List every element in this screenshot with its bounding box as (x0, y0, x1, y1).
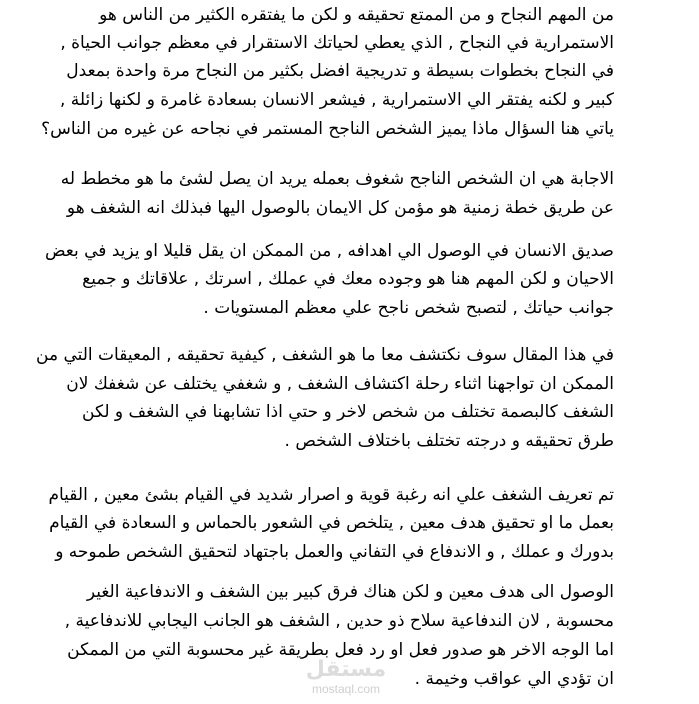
text-line: الاحيان و لكن المهم هنا هو وجوده معك في عملك , اسرتك , علاقاتك و جميع (82, 269, 614, 289)
text-line: بدورك و عملك , و الاندفاع في التفاني والعمل باجتهاد لتحقيق الشخص طموحه و (55, 542, 614, 562)
text-line: بعمل ما او تحقيق هدف معين , يتلخص في الشعور بالحماس و السعادة في القيام (49, 513, 614, 533)
text-line: الاجابة هي ان الشخص الناجح شغوف بعمله يريد ان يصل لشئ ما هو مخطط له (60, 169, 614, 189)
text-line: في النجاح بخطوات بسيطة و تدريجية افضل بكثير من النجاح مرة واحدة بمعدل (66, 61, 614, 81)
text-line: جوانب حياتك , لتصبح شخص ناجح علي معظم المستويات . (203, 298, 614, 318)
text-line: الممكن ان تواجهنا اثناء رحلة اكتشاف الشغف , و شغفي يختلف عن شغفك لان (66, 374, 614, 394)
text-line: ياتي هنا السؤال ماذا يميز الشخص الناجح المستمر في نجاحه عن غيره من الناس؟ (41, 119, 614, 139)
text-line: ان تؤدي الي عواقب وخيمة . (414, 669, 614, 689)
text-line: الوصول الى هدف معين و لكن هناك فرق كبير بين الشغف و الاندفاعية الغير (86, 582, 614, 602)
text-line: في هذا المقال سوف نكتشف معا ما هو الشغف , كيفية تحقيقه , المعيقات التي من (36, 345, 614, 365)
text-line: كبير و لكنه يفتقر الي الاستمرارية , فيشعر الانسان بسعادة غامرة و لكنها زائلة , (59, 90, 614, 110)
text-line: تم تعريف الشغف علي انه رغبة قوية و اصرار شديد في القيام بشئ معين , القيام (48, 485, 614, 505)
text-line: طرق تحقيقه و درجته تختلف باختلاف الشخص . (284, 431, 614, 451)
mostaql-watermark (300, 658, 392, 696)
text-line: الشغف كالبصمة تختلف من شخص لاخر و حتي اذا تشابهنا في الشغف و لكن (82, 402, 614, 422)
text-line: من المهم النجاح و من الممتع تحقيقه و لكن ما يفتقره الكثير من الناس هو (99, 5, 614, 25)
text-line: عن طريق خطة زمنية هو مؤمن كل الايمان بالوصول اليها فبذلك انه الشغف هو (66, 198, 614, 218)
watermark-domain: mostaql.com (311, 682, 381, 696)
text-line: الاستمرارية في النجاح , الذي يعطي لحياتك الاستقرار في معظم جوانب الحياة , (60, 33, 614, 53)
text-line: محسوبة , لان الندفاعية سلاح ذو حدين , الشغف هو الجانب اليجابي للاندفاعية , (64, 611, 614, 631)
text-line: صديق الانسان في الوصول الي اهدافه , من الممكن ان يقل قليلا او يزيد في بعض (44, 241, 614, 261)
watermark-logo: مستقل (305, 657, 387, 682)
text-line: اما الوجه الاخر هو صدور فعل او رد فعل بطريقة غير محسوبة التي من الممكن (67, 640, 614, 660)
